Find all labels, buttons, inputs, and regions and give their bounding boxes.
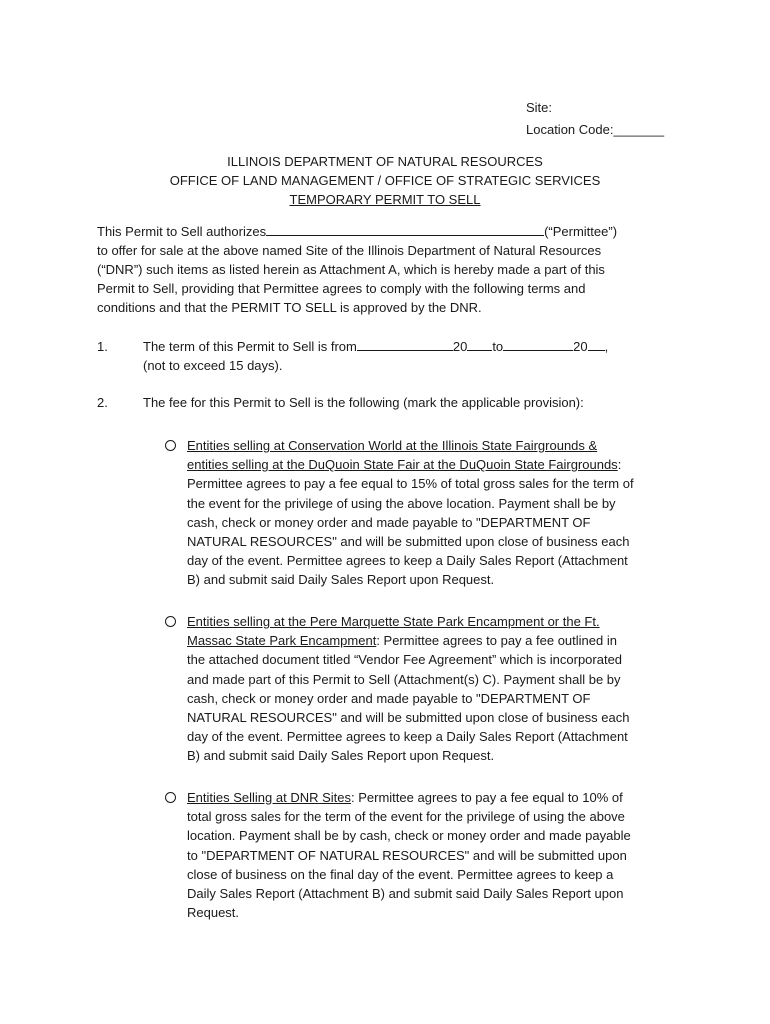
intro-line-4: Permit to Sell, providing that Permittee agrees to comply with the following terms and: [97, 281, 586, 296]
permittee-label: (“Permittee”): [544, 224, 618, 239]
term-year-prefix: 20: [452, 339, 468, 354]
option-heading-tail: :: [617, 457, 622, 473]
site-block: [526, 97, 664, 141]
option-line: NATURAL RESOURCES" and will be submitted upon close of business each: [187, 710, 630, 726]
option-line: day of the event. Permittee agrees to keep a Daily Sales Report (Attachment: [187, 553, 628, 569]
intro-line-2: to offer for sale at the above named Site of the Illinois Department of Natural Resources: [97, 243, 602, 258]
option-heading-underlined: entities selling at the DuQuoin State Fair at the DuQuoin State Fairgrounds: [187, 457, 618, 473]
option-line: cash, check or money order and made payable to "DEPARTMENT OF: [187, 690, 591, 706]
term-from-label: The term of this Permit to Sell is from: [143, 339, 357, 354]
item-number: 1.: [97, 339, 108, 354]
term-comma: ,: [604, 339, 609, 354]
option-line: B) and submit said Daily Sales Report upon Request.: [187, 572, 495, 588]
location-code-line: [526, 119, 664, 141]
term-line-1: [143, 337, 653, 356]
radio-circle-icon[interactable]: [165, 440, 176, 451]
option-line: B) and submit said Daily Sales Report upon Request.: [187, 748, 495, 764]
fee-text: The fee for this Permit to Sell is the following (mark the applicable provision):: [143, 395, 584, 410]
term-to-label: to: [492, 339, 504, 354]
radio-circle-icon[interactable]: [165, 616, 176, 627]
permittee-name-blank[interactable]: [266, 223, 544, 236]
option-line: total gross sales for the term of the event for the privilege of using the above: [187, 809, 625, 825]
department-title: ILLINOIS DEPARTMENT OF NATURAL RESOURCES: [227, 154, 543, 169]
intro-line-1: [97, 222, 647, 241]
intro-line-5: conditions and that the PERMIT TO SELL is approved by the DNR.: [97, 300, 482, 315]
term-end-year-blank[interactable]: [588, 338, 605, 351]
option-text: [187, 436, 665, 590]
option-line: close of business on the final day of the event. Permittee agrees to keep a: [187, 866, 614, 882]
option-line: Permittee agrees to pay a fee equal to 15% of total gross sales for the term of: [187, 476, 634, 492]
option-heading-line-1: [187, 788, 665, 807]
option-line: Request.: [187, 905, 240, 921]
option-text: [187, 612, 665, 766]
option-heading-line-2: [187, 631, 665, 650]
intro-lead: This Permit to Sell authorizes: [97, 224, 267, 239]
term-text: [143, 337, 653, 375]
term-line-2: (not to exceed 15 days).: [143, 358, 283, 373]
site-label: Site:: [526, 100, 553, 115]
option-line: NATURAL RESOURCES" and will be submitted upon close of business each: [187, 534, 630, 550]
option-heading-underlined: Massac State Park Encampment: [187, 633, 377, 649]
option-line: and made part of this Permit to Sell (Attachment(s) C). Payment shall be by: [187, 671, 621, 687]
location-code-label: Location Code:: [526, 122, 614, 137]
intro-line-3: (“DNR”) such items as listed herein as Attachment A, which is hereby made a part of this: [97, 262, 605, 277]
office-title: OFFICE OF LAND MANAGEMENT / OFFICE OF STRATEGIC SERVICES: [169, 173, 601, 188]
option-line: day of the event. Permittee agrees to keep a Daily Sales Report (Attachment: [187, 729, 628, 745]
location-code-blank[interactable]: _______: [613, 122, 665, 137]
option-heading-tail: : Permittee agrees to pay a fee equal to 10% of: [351, 790, 623, 805]
term-end-year-prefix: 20: [573, 339, 588, 354]
term-start-blank[interactable]: [357, 338, 453, 351]
option-line: cash, check or money order and made payable to "DEPARTMENT OF: [187, 514, 591, 530]
term-end-blank[interactable]: [503, 338, 573, 351]
option-heading-tail: : Permittee agrees to pay a fee outlined in: [376, 633, 617, 649]
option-text: [187, 788, 665, 922]
radio-circle-icon[interactable]: [165, 792, 176, 803]
option-heading-line-1: Entities selling at Conservation World at the Illinois State Fairgrounds &: [187, 438, 598, 453]
item-number: 2.: [97, 395, 108, 410]
document-header: [0, 152, 770, 209]
option-heading-underlined: Entities Selling at DNR Sites: [187, 790, 352, 805]
option-line: to "DEPARTMENT OF NATURAL RESOURCES" and will be submitted upon: [187, 847, 627, 863]
option-line: Daily Sales Report (Attachment B) and submit said Daily Sales Report upon: [187, 886, 624, 902]
term-start-year-blank[interactable]: [467, 338, 492, 351]
intro-paragraph: [97, 222, 647, 317]
option-line: the event for the privilege of using the above location. Payment shall be by: [187, 495, 616, 511]
option-line: the attached document titled “Vendor Fee Agreement” which is incorporated: [187, 652, 623, 668]
option-heading-line-1: Entities selling at the Pere Marquette State Park Encampment or the Ft.: [187, 614, 600, 629]
permit-title: TEMPORARY PERMIT TO SELL: [289, 192, 481, 207]
option-line: location. Payment shall be by cash, check or money order and made payable: [187, 828, 631, 844]
option-heading-line-2: [187, 455, 665, 474]
